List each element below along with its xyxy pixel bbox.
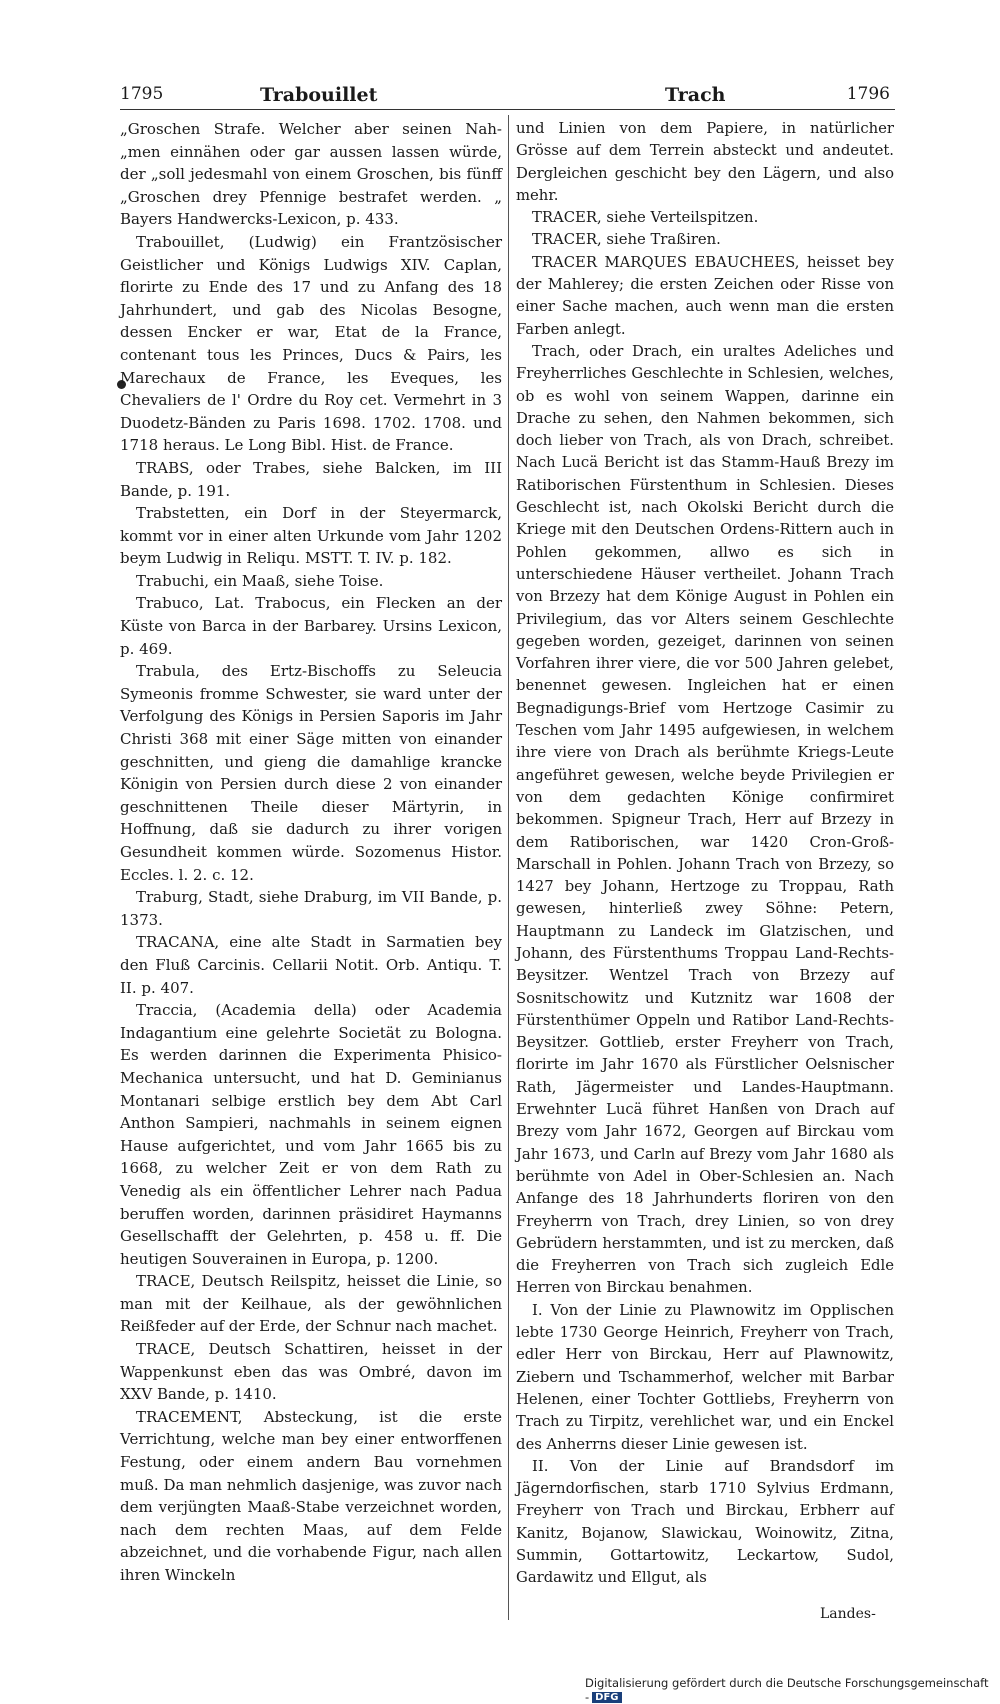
entry-paragraph: I. Von der Linie zu Plawnowitz im Opplischen lebte 1730 George Heinrich, Freyherr von Trach, edler Herr von Birckau, Herr auf Plawnowitz, Ziebern und Tschammerhof, welcher mit Barbar Helenen, einer Tochter Gottliebs, Freyherrn von Trach zu Tirpitz, verehlichet war, und ein Enckel des Anherrns dieser Linie gewesen ist. xyxy=(516,1301,894,1453)
column-divider xyxy=(508,115,509,1620)
entry-paragraph: Trabula, des Ertz-Bischoffs zu Seleucia Symeonis fromme Schwester, sie ward unter der Verfolgung des Königs in Persien Saporis im Jahr Christi 368 mit einer Säge mitten von einander geschnitten, und gieng die damahlige krancke Königin von Persien durch diese 2 von einander geschnittenen Theile dieser Märtyrin, in Hoffnung, daß sie dadurch zu ihrer vorigen Gesundheit kommen würde. Sozomenus Histor. Eccles. l. 2. c. 12. xyxy=(120,662,502,884)
entry-paragraph: TRACE, Deutsch Reilspitz, heisset die Linie, so man mit der Keilhaue, als der gewöhnlichen Reißfeder auf der Erde, der Schnur nach machet. xyxy=(120,1272,502,1336)
right-column xyxy=(516,118,894,1590)
entry-paragraph: TRACER MARQUES EBAUCHEES, heisset bey der Mahlerey; die ersten Zeichen oder Risse von einer Sache machen, auch wenn man die ersten Farben anlegt. xyxy=(516,253,894,338)
page-number-left: 1795 xyxy=(120,84,164,104)
entry-paragraph: Trach, oder Drach, ein uraltes Adeliches und Freyherrliches Geschlechte in Schlesien, welches, ob es wohl von seinem Wappen, darinne ein Drache zu sehen, den Nahmen bekommen, sich doch lieber von Trach, als von Drach, schreibet. Nach Lucä Bericht ist das Stamm-Hauß Brezy im Ratiborischen Fürstenthum in Schlesien. Dieses Geschlecht ist, nach Okolski Bericht durch die Kriege mit den Deutschen Ordens-Rittern auch in Pohlen gekommen, allwo es sich in unterschiedene Häuser vertheilet. Johann Trach von Brzezy hat dem Könige August in Pohlen ein Privilegium, das vor Alters seinem Geschlechte gegeben worden, gezeiget, darinnen von seinen Vorfahren ihrer viere, die vor 500 Jahren gelebet, benennet gewesen. Ingleichen hat er einen Begnadigungs-Brief vom Hertzoge Casimir zu Teschen vom Jahr 1495 aufgewiesen, in welchem ihre viere von Drach als berühmte Kriegs-Leute angeführet gewesen, welche beyde Privilegien er von dem gedachten Könige confirmiret bekommen. Spigneur Trach, Herr auf Brzezy in dem Ratiborischen, war 1420 Cron-Groß-Marschall in Pohlen. Johann Trach von Brzezy, so 1427 bey Johann, Hertzoge zu Troppau, Rath gewesen, hinterließ zwey Söhne: Petern, Hauptmann zu Landeck im Glatzischen, und Johann, des Fürstenthums Troppau Land-Rechts-Beysitzer. Wentzel Trach von Brzezy auf Sosnitschowitz und Kutznitz war 1608 der Fürstenthümer Oppeln und Ratibor Land-Rechts-Beysitzer. Gottlieb, erster Freyherr von Trach, florirte im Jahr 1670 als Fürstlicher Oelsnischer Rath, Jägermeister und Landes-Hauptmann. Erwehnter Lucä führet Hanßen von Drach auf Brezy vom Jahr 1672, Georgen auf Birckau vom Jahr 1673, und Carln auf Brezy vom Jahr 1680 als berühmte von Adel in Ober-Schlesien an. Nach Anfange des 18 Jahrhunderts floriren von den Freyherrn von Trach, drey Linien, so von drey Gebrüdern herstammten, und ist zu mercken, daß die Freyherren von Trach sich zugleich Edle Herren von Birckau benahmen. xyxy=(516,342,894,1297)
running-headword-right: Trach xyxy=(665,84,726,106)
entry-paragraph: „Groschen Strafe. Welcher aber seinen Nah- „men einnähen oder gar aussen lassen würde, der „soll jedesmahl von einem Groschen, bis fünff „Groschen drey Pfennige bestrafet werden. „ Bayers Handwercks-Lexicon, p. 433. xyxy=(120,120,502,229)
header-rule xyxy=(120,109,895,110)
entry-paragraph: Traccia, (Academia della) oder Academia Indagantium eine gelehrte Societät zu Bologna. Es werden darinnen die Experimenta Phisico-Mechanica untersucht, und hat D. Geminianus Montanari selbige erstlich bey dem Abt Carl Anthon Sampieri, nachmahls in seinem eignen Hause aufgerichtet, und vom Jahr 1665 bis zu 1668, zu welcher Zeit er von dem Rath zu Venedig als ein öffentlicher Lehrer nach Padua beruffen worden, darinnen präsidiret Haymanns Gesellschafft der Gelehrten, p. 458 u. ff. Die heutigen Souverainen in Europa, p. 1200. xyxy=(120,1001,502,1268)
dfg-logo: DFG xyxy=(592,1692,621,1703)
page-header xyxy=(120,84,890,112)
entry-paragraph: TRACANA, eine alte Stadt in Sarmatien bey den Fluß Carcinis. Cellarii Notit. Orb. Antiqu. T. II. p. 407. xyxy=(120,933,502,997)
entry-paragraph: TRACER, siehe Traßiren. xyxy=(532,231,721,249)
digitization-credit xyxy=(585,1676,995,1704)
left-column xyxy=(120,118,502,1587)
running-headword-left: Trabouillet xyxy=(260,84,378,106)
entry-paragraph: TRACE, Deutsch Schattiren, heisset in der Wappenkunst eben das was Ombré, davon im XXV Bande, p. 1410. xyxy=(120,1340,502,1404)
entry-paragraph: Traburg, Stadt, siehe Draburg, im VII Bande, p. 1373. xyxy=(120,888,502,929)
page-number-right: 1796 xyxy=(846,84,890,104)
credit-text: Digitalisierung gefördert durch die Deutsche Forschungsgemeinschaft - xyxy=(585,1676,989,1704)
entry-paragraph: Trabstetten, ein Dorf in der Steyermarck, kommt vor in einer alten Urkunde vom Jahr 1202 beym Ludwig in Reliqu. MSTT. T. IV. p. 182. xyxy=(120,504,502,568)
entry-paragraph: TRACER, siehe Verteilspitzen. xyxy=(532,209,759,227)
entry-paragraph: Trabuchi, ein Maaß, siehe Toise. xyxy=(136,571,384,590)
catchword: Landes- xyxy=(820,1606,876,1622)
entry-paragraph: TRACEMENT, Absteckung, ist die erste Verrichtung, welche man bey einer entworffenen Festung, oder einem andern Bau vornehmen muß. Da man nehmlich dasjenige, was zuvor nach dem verjüngten Maaß-Stabe verzeichnet worden, nach dem rechten Maas, auf dem Felde abzeichnet, und die vorhabende Figur, nach allen ihren Winckeln xyxy=(120,1407,502,1584)
entry-paragraph: Trabouillet, (Ludwig) ein Frantzösischer Geistlicher und Königs Ludwigs XIV. Caplan, florirte zu Ende des 17 und zu Anfang des 18 Jahrhundert, und gab des Nicolas Besogne, dessen Encker er war, Etat de la France, contenant tous les Princes, Ducs & Pairs, les Marechaux de France, les Eveques, les Chevaliers de l' Ordre du Roy cet. Vermehrt in 3 Duodetz-Bänden zu Paris 1698. 1702. 1708. und 1718 heraus. Le Long Bibl. Hist. de France. xyxy=(120,232,502,455)
entry-paragraph: TRABS, oder Trabes, siehe Balcken, im III Bande, p. 191. xyxy=(120,458,502,500)
entry-paragraph: II. Von der Linie auf Brandsdorf im Jägerndorfischen, starb 1710 Sylvius Erdmann, Freyherr von Trach und Birckau, Erbherr auf Kanitz, Bojanow, Slawickau, Woinowitz, Zitna, Summin, Gottartowitz, Leckartow, Sudol, Gardawitz und Ellgut, als xyxy=(516,1457,894,1587)
entry-paragraph: Trabuco, Lat. Trabocus, ein Flecken an der Küste von Barca in der Barbarey. Ursins Lexicon, p. 469. xyxy=(120,594,502,658)
entry-paragraph: und Linien von dem Papiere, in natürlicher Grösse auf dem Terrein absteckt und andeutet. Dergleichen geschicht bey den Lägern, und also mehr. xyxy=(516,120,894,204)
